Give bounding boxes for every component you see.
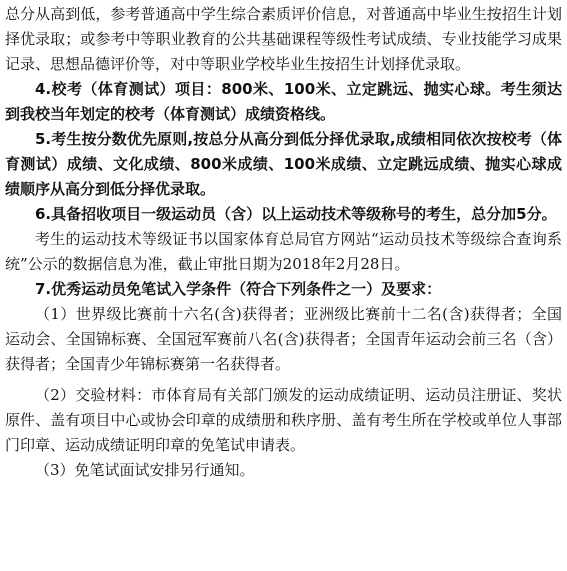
athlete-bonus-paragraph: 6.具备招收项目一级运动员（含）以上运动技术等级称号的考生，总分加5分。	[35, 205, 557, 223]
exam-exemption-heading: 7.优秀运动员免笔试入学条件（符合下列条件之一）及要求：	[35, 280, 442, 298]
exemption-condition-1: （1）世界级比赛前十六名(含)获得者；亚洲级比赛前十二名(含)获得者；全国运动会、全国锦标赛、全国冠军赛前八名(含)获得者；全国青年运动会前三名（含）获得者；全国青少年锦标赛第一名获得者。	[5, 305, 562, 373]
score-priority-paragraph: 5.考生按分数优先原则,按总分从高分到低分择优录取,成绩相同依次按校考（体育测试）成绩、文化成绩、800米成绩、100米成绩、立定跳远成绩、抛实心球成绩顺序从高分到低分择优录取。	[5, 130, 562, 198]
certificate-verification-paragraph: 考生的运动技术等级证书以国家体育总局官方网站“运动员技术等级综合查询系统”公示的数据信息为准，截止审批日期为2018年2月28日。	[5, 230, 562, 273]
school-test-items-paragraph: 4.校考（体育测试）项目：800米、100米、立定跳远、抛实心球。考生须达到我校当年划定的校考（体育测试）成绩资格线。	[5, 80, 562, 123]
exemption-condition-2: （2）交验材料：市体育局有关部门颁发的运动成绩证明、运动员注册证、奖状原件、盖有项目中心或协会印章的成绩册和秩序册、盖有考生所在学校或单位人事部门印章、运动成绩证明印章的免笔试申请表。	[5, 386, 562, 454]
admission-criteria-paragraph: 总分从高到低，参考普通高中学生综合素质评价信息，对普通高中毕业生按招生计划择优录取；或参考中等职业教育的公共基础课程等级性考试成绩、专业技能学习成果记录、思想品德评价等，对中等职业学校毕业生按招生计划择优录取。	[5, 5, 562, 73]
exemption-condition-3: （3）免笔试面试安排另行通知。	[35, 461, 255, 479]
